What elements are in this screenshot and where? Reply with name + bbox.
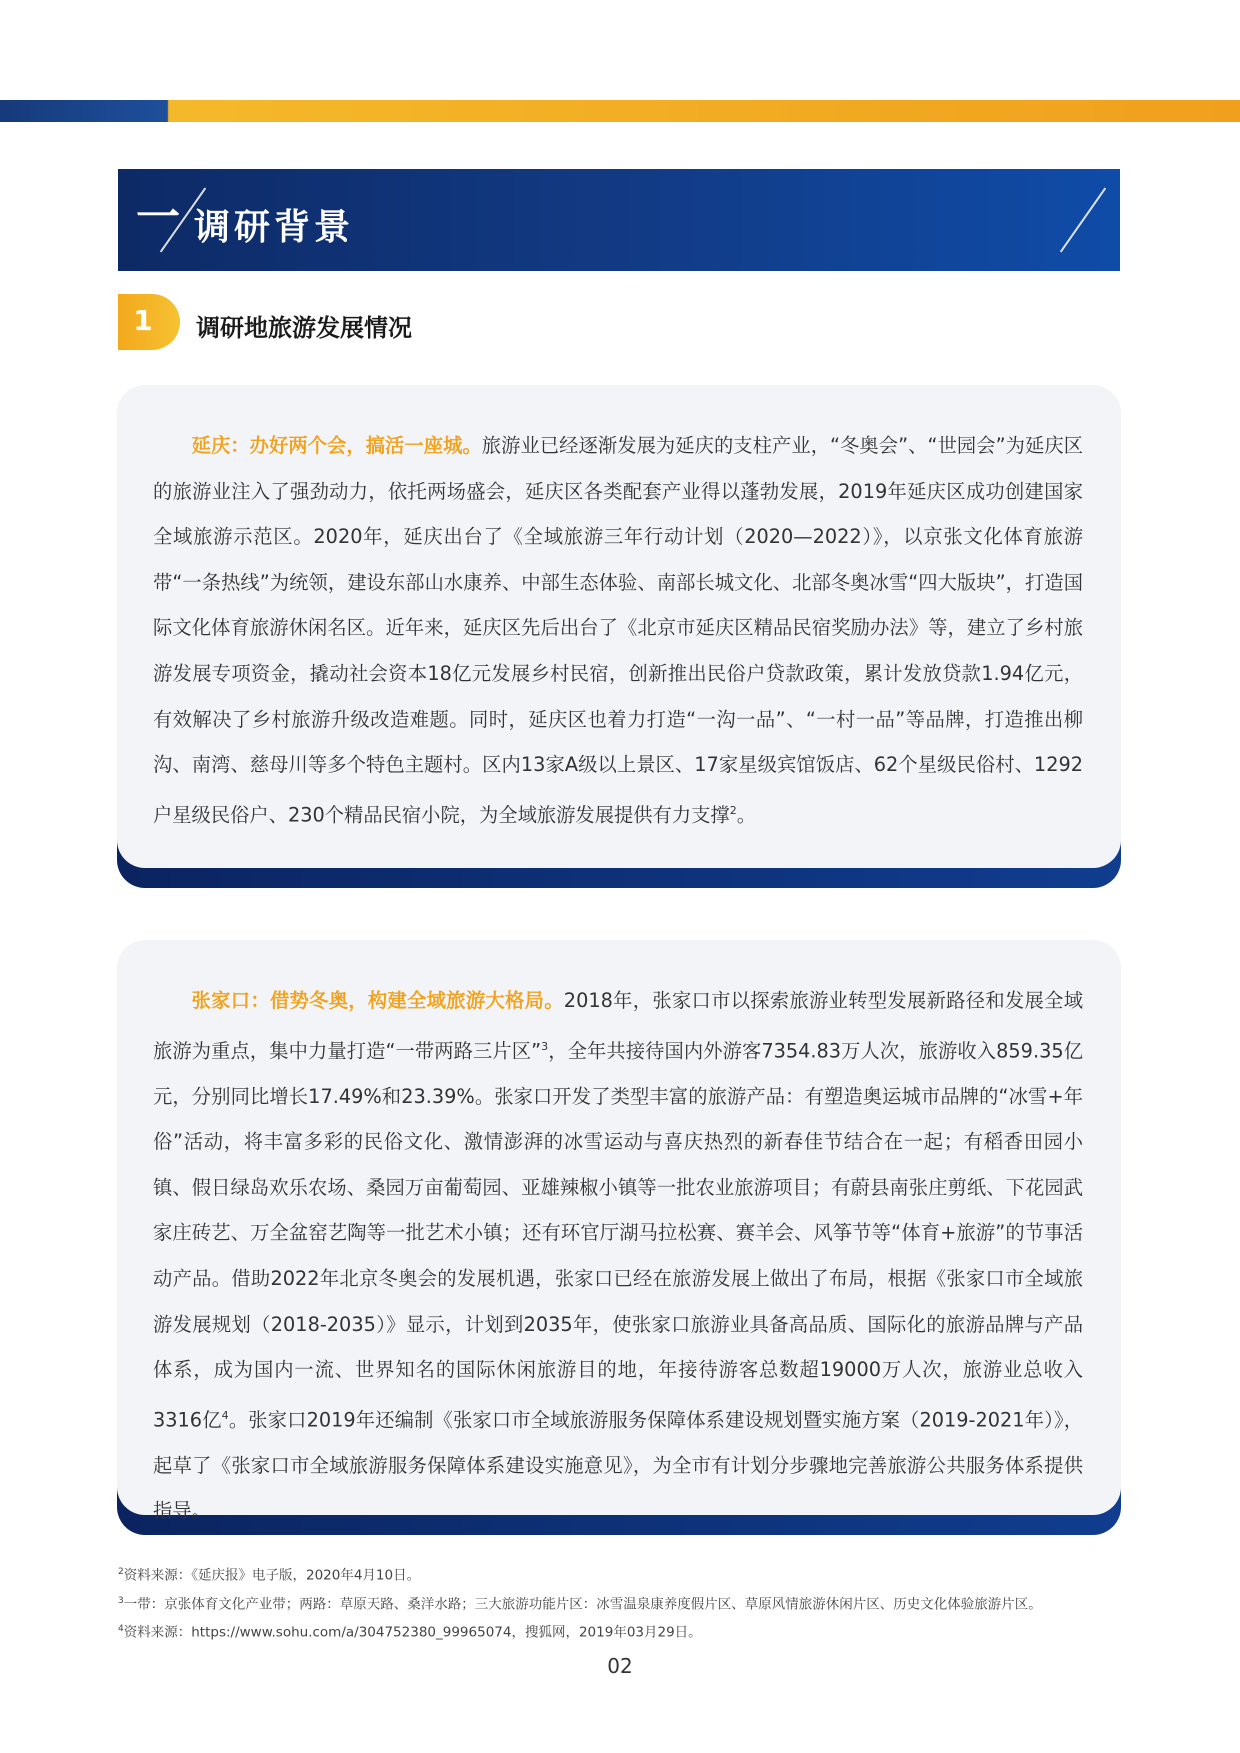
zhangjiakou-card [117,940,1121,1535]
footnotes [118,1560,1042,1646]
page-number: 02 [607,1654,633,1678]
footnote-mark: 4 [118,1624,124,1634]
footnote-item [118,1617,1042,1646]
banner-slash-right [1060,187,1106,252]
card-body-text: 2018年，张家口市以探索旅游业转型发展新路径和发展全域旅游为重点，集中力量打造“一带两路三片区” [153,989,1084,1063]
footnote-item [118,1589,1042,1618]
footnote-text: 一带：京张体育文化产业带；两路：草原天路、桑洋水路；三大旅游功能片区：冰雪温泉康养度假片区、草原风情旅游休闲片区、历史文化体验旅游片区。 [123,1596,1042,1612]
card-body-text: 旅游业已经逐渐发展为延庆的支柱产业，“冬奥会”、“世园会”为延庆区的旅游业注入了强劲动力，依托两场盛会，延庆区各类配套产业得以蓬勃发展，2019年延庆区成功创建国家全域旅游示范区。2020年，延庆出台了《全域旅游三年行动计划（2020—2022）》，以京张文化体育旅游带“一条热线”为统领，建设东部山水康养、中部生态体验、南部长城文化、北部冬奥冰雪“四大版块”，打造国际文化体育旅游休闲名区。近年来，延庆区先后出台了《北京市延庆区精品民宿奖励办法》等，建立了乡村旅游发展专项资金，撬动社会资本18亿元发展乡村民宿，创新推出民俗户贷款政策，累计发放贷款1.94亿元，有效解决了乡村旅游升级改造难题。同时，延庆区也着力打造“一沟一品”、“一村一品”等品牌，打造推出柳沟、南湾、慈母川等多个特色主题村。区内13家A级以上景区、17家星级宾馆饭店、62个星级民俗村、1292户星级民俗户、230个精品民宿小院，为全域旅游发展提供有力支撑 [153,434,1084,827]
card-lead: 延庆：办好两个会，搞活一座城。 [191,434,482,457]
card-body [117,385,1121,868]
footnote-ref: 2 [729,803,737,817]
card-body-text: 。张家口2019年还编制《张家口市全域旅游服务保障体系建设规划暨实施方案（2019-2021年）》，起草了《张家口市全域旅游服务保障体系建设实施意见》，为全市有计划分步骤地完善旅游公共服务体系提供指导。 [153,1408,1083,1523]
footnote-text: 资料来源：《延庆报》电子版，2020年4月10日。 [123,1567,421,1584]
footnote-mark: 2 [118,1567,124,1577]
footnote-mark: 3 [118,1595,124,1606]
section-number: 一 [136,192,180,243]
section-title: 调研背景 [194,207,355,248]
card-paragraph [153,978,1083,1534]
section-banner [118,169,1120,271]
top-color-bar [0,100,1240,122]
card-body [117,940,1121,1523]
card-lead: 张家口：借势冬奥，构建全域旅游大格局。 [191,989,564,1012]
subsection-number: 1 [133,304,153,337]
footnote-ref: 3 [541,1039,549,1053]
subsection-title: 调研地旅游发展情况 [196,314,412,342]
subsection-badge [118,294,180,350]
card-paragraph [153,423,1083,838]
card-tail: 。 [736,803,756,827]
footnote-text: 资料来源：https://www.sohu.com/a/304752380_99965074，搜狐网，2019年03月29日。 [123,1624,702,1641]
card-body-text: ，全年共接待国内外游客7354.83万人次，旅游收入859.35亿元，分别同比增长17.49%和23.39%。张家口开发了类型丰富的旅游产品：有塑造奥运城市品牌的“冰雪+年俗”活动，将丰富多彩的民俗文化、激情澎湃的冰雪运动与喜庆热烈的新春佳节结合在一起；有稻香田园小镇、假日绿岛欢乐农场、桑园万亩葡萄园、亚雄辣椒小镇等一批农业旅游项目；有蔚县南张庄剪纸、下花园武家庄砖艺、万全盆窑艺陶等一批艺术小镇；还有环官厅湖马拉松赛、赛羊会、风筝节等“体育+旅游”的节事活动产品。借助2022年北京冬奥会的发展机遇，张家口已经在旅游发展上做出了布局，根据《张家口市全域旅游发展规划（2018-2035）》显示，计划到2035年，使张家口旅游业具备高品质、国际化的旅游品牌与产品体系，成为国内一流、世界知名的国际休闲旅游目的地，年接待游客总数超19000万人次，旅游业总收入3316亿 [153,1039,1083,1432]
footnote-ref: 4 [221,1408,229,1422]
yanqing-card [117,385,1121,888]
footnote-item [118,1560,1042,1589]
